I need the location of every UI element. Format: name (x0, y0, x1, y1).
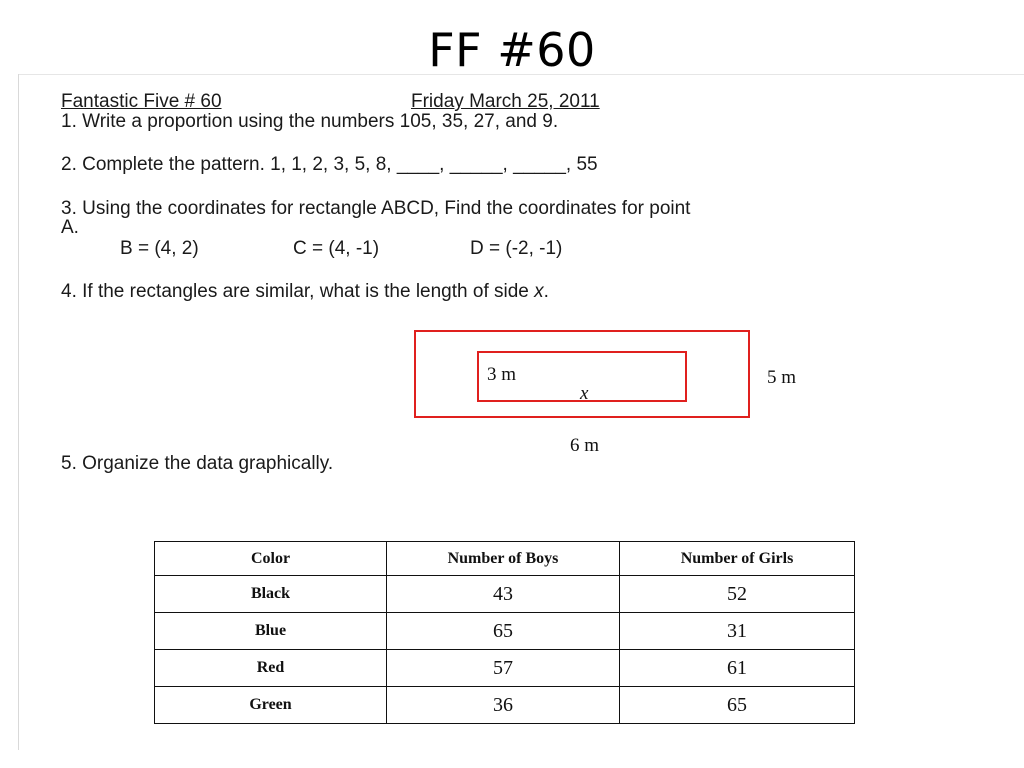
boys-cell: 36 (387, 687, 620, 724)
question-2: 2. Complete the pattern. 1, 1, 2, 3, 5, 8, ____, _____, _____, 55 (61, 154, 598, 175)
document-frame-left-border (18, 74, 19, 750)
table-row (155, 613, 855, 650)
question-4-text: 4. If the rectangles are similar, what is the length of side (61, 281, 535, 302)
question-1: 1. Write a proportion using the numbers 105, 35, 27, and 9. (61, 111, 559, 132)
question-3-line-1: 3. Using the coordinates for rectangle ABCD, Find the coordinates for point (61, 198, 691, 219)
question-4-variable: x (534, 281, 544, 302)
table-row (155, 576, 855, 613)
color-cell: Blue (155, 613, 387, 650)
girls-cell: 31 (620, 613, 855, 650)
header-color: Color (155, 542, 387, 576)
slide-title: FF #60 (428, 23, 596, 77)
color-cell: Green (155, 687, 387, 724)
boys-cell: 65 (387, 613, 620, 650)
question-4 (61, 281, 549, 303)
table-header-row (155, 542, 855, 576)
inner-side-label: 3 m (487, 364, 517, 385)
inner-variable-label: x (580, 383, 589, 404)
table-row (155, 687, 855, 724)
question-3-line-2: A. (61, 217, 79, 238)
girls-cell: 61 (620, 650, 855, 687)
color-cell: Red (155, 650, 387, 687)
question-5: 5. Organize the data graphically. (61, 453, 334, 474)
header-boys: Number of Boys (387, 542, 620, 576)
color-data-table (154, 541, 855, 724)
coordinate-c: C = (4, -1) (293, 238, 380, 259)
document-frame-top-border (18, 74, 1024, 75)
question-4-period: . (543, 281, 549, 302)
girls-cell: 52 (620, 576, 855, 613)
color-cell: Black (155, 576, 387, 613)
coordinate-b: B = (4, 2) (120, 238, 199, 259)
boys-cell: 57 (387, 650, 620, 687)
header-girls: Number of Girls (620, 542, 855, 576)
boys-cell: 43 (387, 576, 620, 613)
outer-width-label: 6 m (570, 435, 600, 456)
girls-cell: 65 (620, 687, 855, 724)
table-row (155, 650, 855, 687)
outer-height-label: 5 m (767, 367, 797, 388)
worksheet-date: Friday March 25, 2011 (411, 91, 600, 112)
coordinate-d: D = (-2, -1) (470, 238, 563, 259)
worksheet-heading: Fantastic Five # 60 (61, 91, 222, 112)
